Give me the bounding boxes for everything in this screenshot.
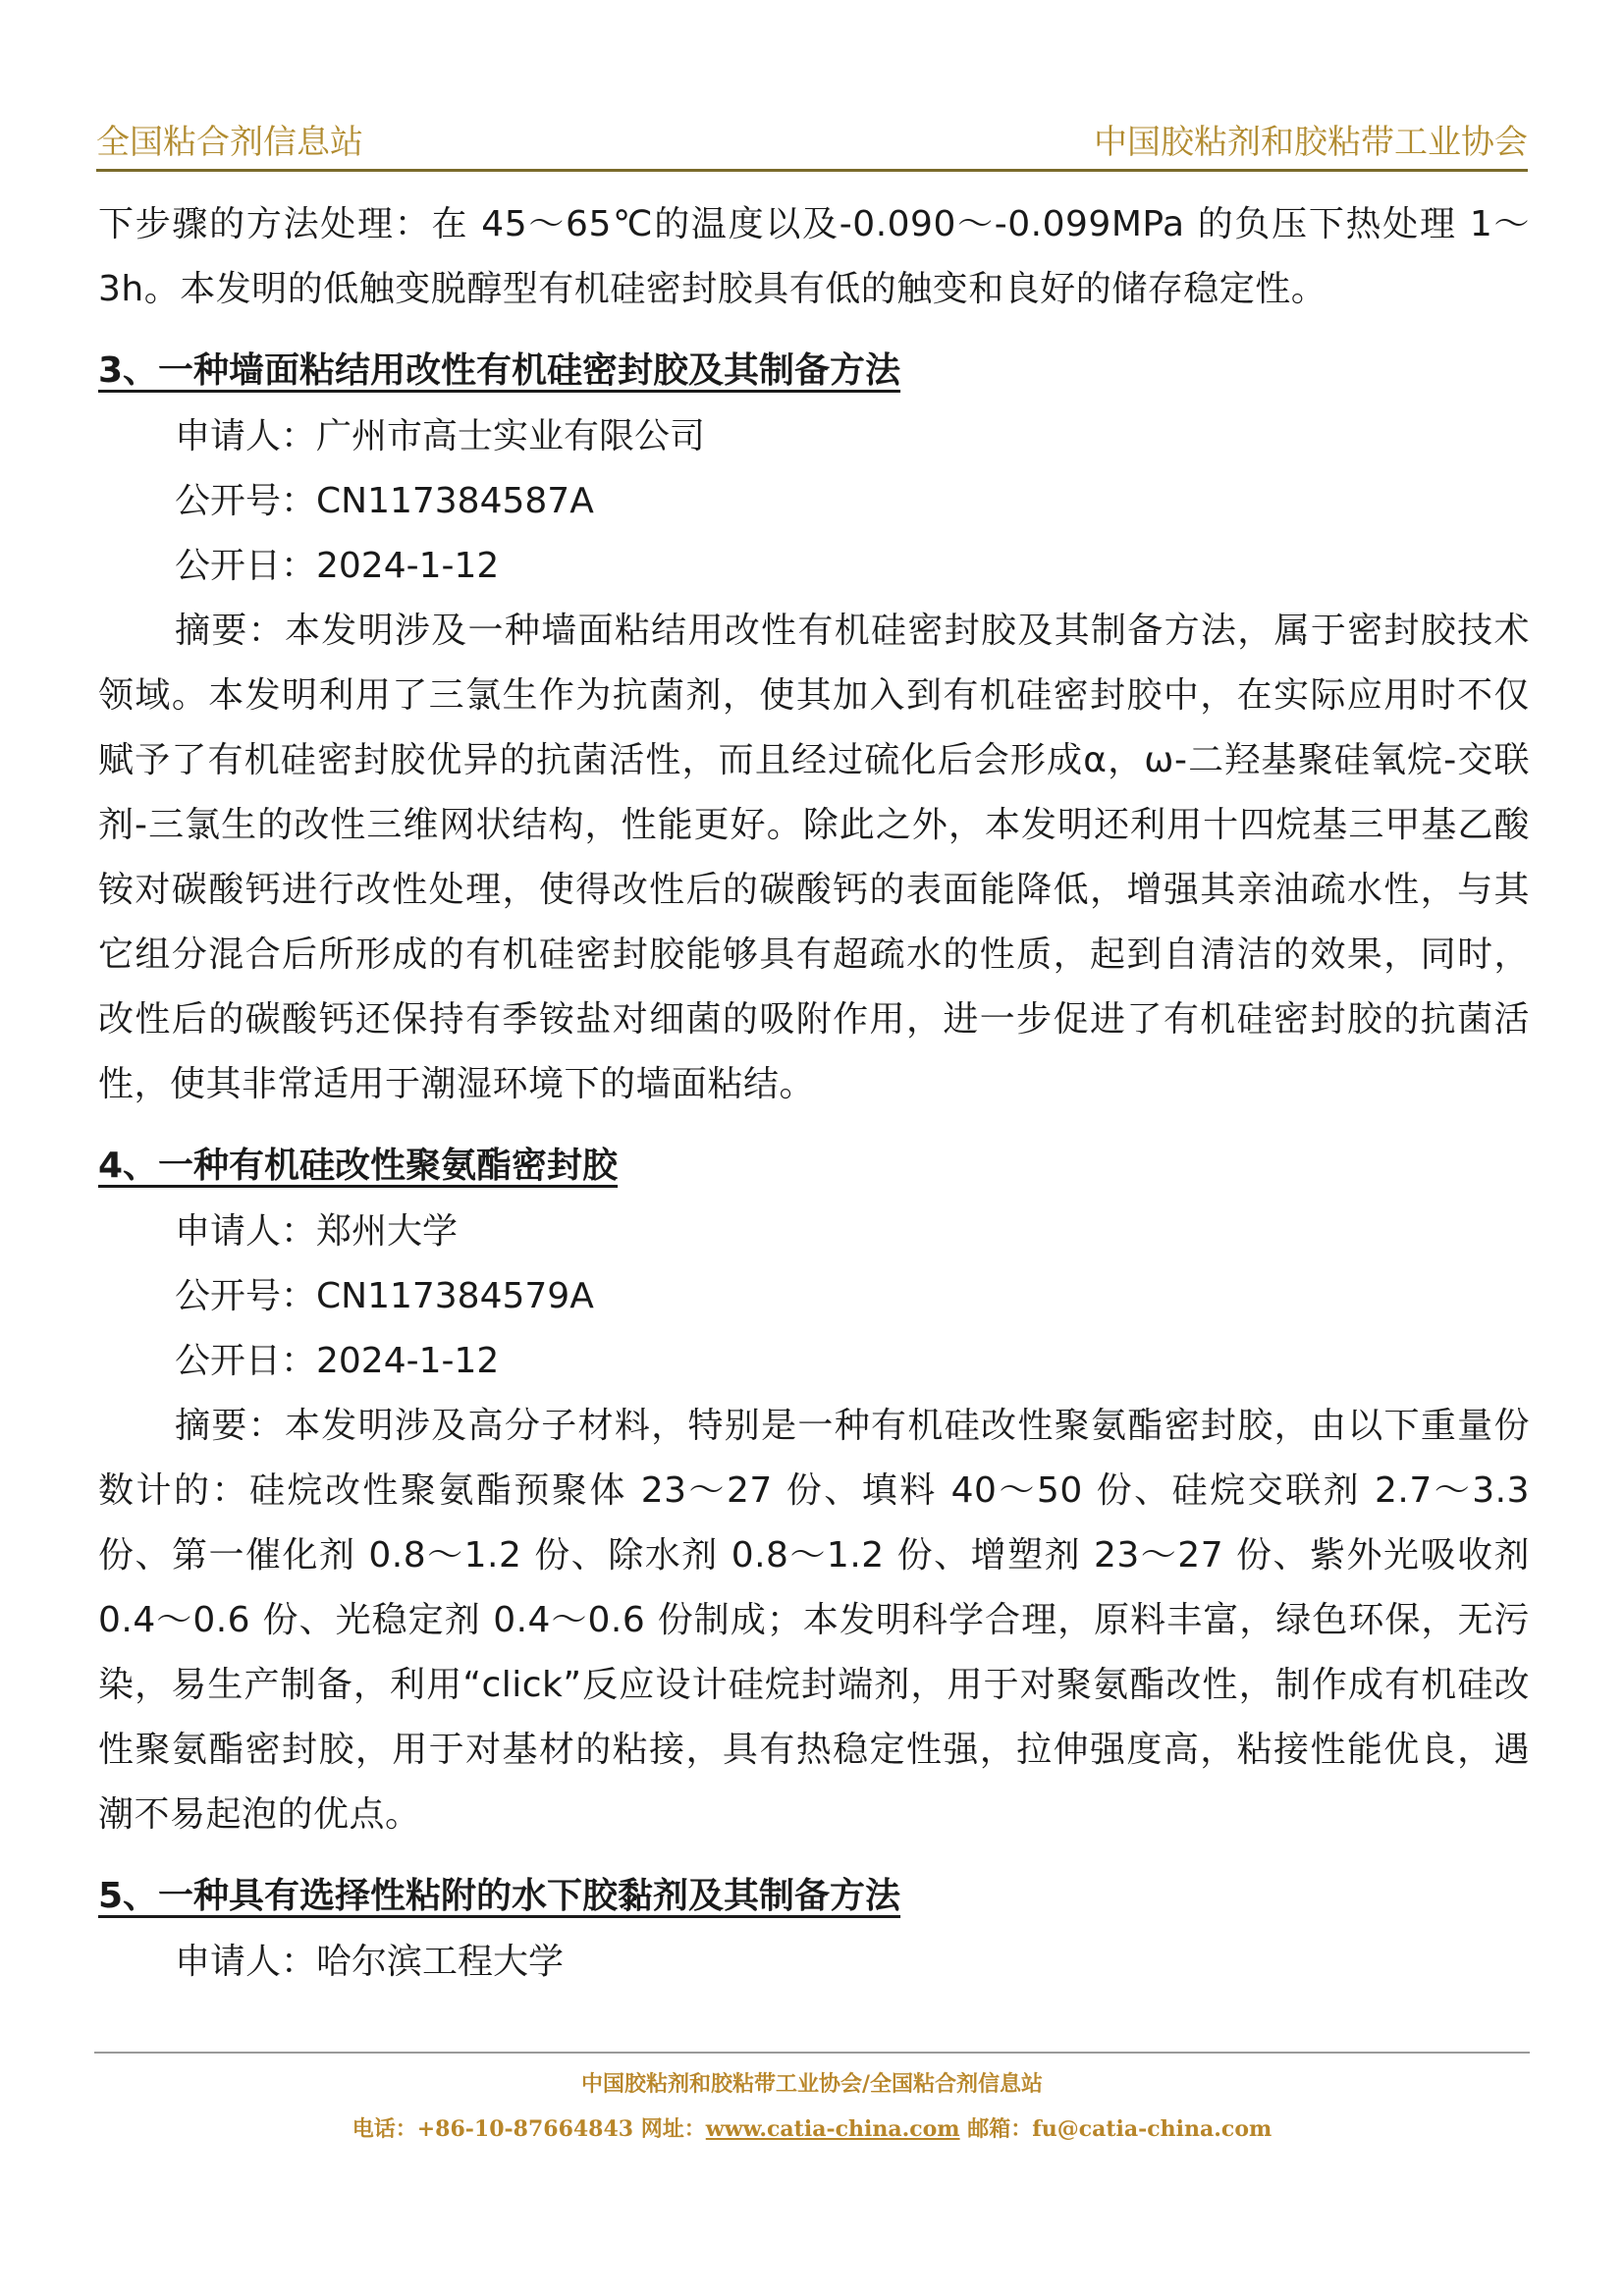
footer-organization: 中国胶粘剂和胶粘带工业协会/全国粘合剂信息站: [580, 2071, 1044, 2097]
entry-pub-date: 公开日：2024-1-12: [175, 546, 500, 586]
patent-entry-5: [98, 1869, 1530, 1995]
intro-paragraph: 下步骤的方法处理：在 45～65℃的温度以及-0.090～-0.099MPa 的负压下热处理 1～3h。本发明的低触变脱醇型有机硅密封胶具有低的触变和良好的储存稳定性。: [98, 204, 1530, 309]
header-right-title: 中国胶粘剂和胶粘带工业协会: [1094, 123, 1528, 162]
entry-pub-no: 公开号：CN117384579A: [175, 1276, 594, 1316]
entry-title: 5、一种具有选择性粘附的水下胶黏剂及其制备方法: [98, 1876, 901, 1916]
footer-email: 邮箱：fu@catia-china.com: [959, 2116, 1272, 2142]
document-body: [98, 192, 1530, 1995]
footer-divider: [94, 2052, 1530, 2054]
entry-abstract: 摘要：本发明涉及高分子材料，特别是一种有机硅改性聚氨酯密封胶，由以下重量份数计的：硅烷改性聚氨酯预聚体 23～27 份、填料 40～50 份、硅烷交联剂 2.7～3.3 份、第一催化剂 0.8～1.2 份、除水剂 0.8～1.2 份、增塑剂 23～27 份、紫外光吸收剂 0.4～0.6 份、光稳定剂 0.4～0.6 份制成；本发明科学合理，原料丰富，绿色环保，无污染，易生产制备，利用“click”反应设计硅烷封端剂，用于对聚氨酯改性，制作成有机硅改性聚氨酯密封胶，用于对基材的粘接，具有热稳定性强，拉伸强度高，粘接性能优良，遇潮不易起泡的优点。: [98, 1406, 1530, 1835]
entry-applicant: 申请人：郑州大学: [175, 1211, 459, 1252]
footer-contact: [0, 2112, 1624, 2143]
entry-pub-date: 公开日：2024-1-12: [175, 1341, 500, 1381]
patent-entry-3: [98, 344, 1530, 1117]
entry-applicant: 申请人：哈尔滨工程大学: [175, 1942, 565, 1982]
patent-entry-4: [98, 1139, 1530, 1847]
header-left-title: 全国粘合剂信息站: [96, 123, 363, 162]
entry-pub-no: 公开号：CN117384587A: [175, 481, 594, 521]
page-header: [96, 116, 1528, 172]
entry-applicant: 申请人：广州市高士实业有限公司: [175, 416, 706, 456]
footer-website-link[interactable]: www.catia-china.com: [705, 2116, 960, 2142]
entry-title: 4、一种有机硅改性聚氨酯密封胶: [98, 1146, 619, 1186]
footer-phone: 电话：+86-10-87664843 网址：: [352, 2116, 706, 2142]
entry-abstract: 摘要：本发明涉及一种墙面粘结用改性有机硅密封胶及其制备方法，属于密封胶技术领域。本发明利用了三氯生作为抗菌剂，使其加入到有机硅密封胶中，在实际应用时不仅赋予了有机硅密封胶优异的抗菌活性，而且经过硫化后会形成α，ω-二羟基聚硅氧烷-交联剂-三氯生的改性三维网状结构，性能更好。除此之外，本发明还利用十四烷基三甲基乙酸铵对碳酸钙进行改性处理，使得改性后的碳酸钙的表面能降低，增强其亲油疏水性，与其它组分混合后所形成的有机硅密封胶能够具有超疏水的性质，起到自清洁的效果，同时，改性后的碳酸钙还保持有季铵盐对细菌的吸附作用，进一步促进了有机硅密封胶的抗菌活性，使其非常适用于潮湿环境下的墙面粘结。: [98, 611, 1530, 1104]
entry-title: 3、一种墙面粘结用改性有机硅密封胶及其制备方法: [98, 350, 901, 391]
